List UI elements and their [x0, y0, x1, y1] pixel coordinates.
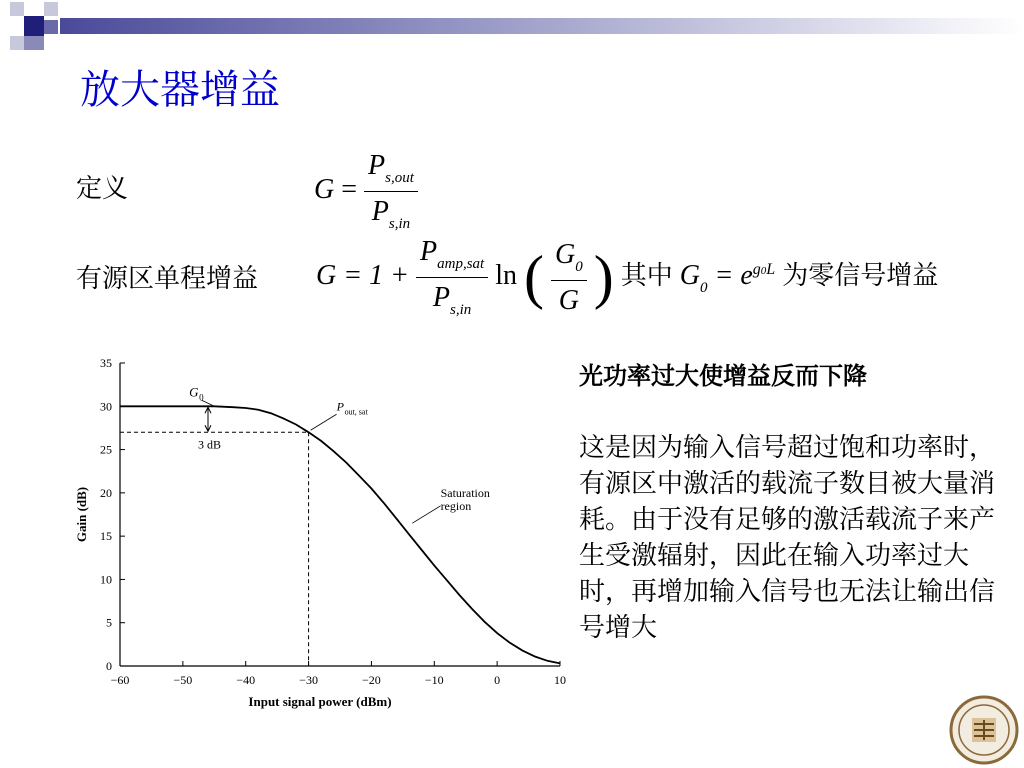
denominator-P: P: [371, 196, 389, 227]
slide-title: 放大器增益: [80, 67, 280, 113]
formula-G: G: [314, 173, 335, 205]
denominator-sub: s,in: [388, 216, 411, 232]
university-seal-icon: [948, 694, 1020, 766]
where-label: 其中: [620, 260, 673, 291]
pout-pointer: [311, 414, 337, 430]
formula-equals: =: [341, 173, 358, 205]
y-tick-label: 5: [106, 615, 112, 630]
exp-g: g: [752, 260, 761, 278]
x-tick-label: −30: [299, 673, 318, 687]
header-decoration: [0, 0, 1024, 60]
numerator-P: P: [420, 236, 438, 267]
x-tick-label: 10: [554, 673, 566, 687]
g0-label-sub: 0: [199, 392, 204, 403]
y-tick-label: 20: [100, 485, 112, 500]
g0-label: G: [189, 384, 199, 400]
single-pass-label: 有源区单程增益: [76, 264, 259, 294]
formula-fraction-ratio: [416, 236, 488, 319]
y-tick-label: 30: [100, 399, 112, 414]
formula-fraction: [364, 150, 418, 233]
ln-operator: ln: [495, 259, 517, 291]
formula-fraction-g0: [551, 239, 587, 317]
x-tick-label: 0: [494, 673, 501, 687]
g0-def-G: G: [679, 259, 700, 291]
denominator-sub: s,in: [450, 302, 472, 318]
single-pass-formula: [316, 236, 938, 319]
x-tick-label: −20: [362, 673, 381, 687]
header-gradient-bar: [60, 18, 1024, 34]
gain-chart: [60, 350, 570, 720]
deco-square-mid: [24, 36, 44, 50]
paren-right: ): [593, 244, 614, 310]
formula-lhs: G = 1 +: [316, 259, 410, 291]
numerator-sub: amp,sat: [437, 256, 485, 272]
deco-square-light: [44, 2, 58, 16]
x-tick-label: −40: [236, 673, 256, 687]
pout-label-sub: out, sat: [344, 407, 368, 417]
definition-label: 定义: [76, 174, 129, 204]
x-tick-label: −60: [110, 673, 130, 687]
paren-left: (: [524, 244, 544, 310]
saturation-label-line2: region: [440, 499, 472, 514]
g0-def-sub: 0: [699, 279, 708, 296]
y-axis-label: Gain (dB): [74, 486, 89, 543]
y-tick-label: 15: [100, 529, 112, 544]
exp-sub: 0: [760, 264, 767, 277]
denominator-G: G: [558, 284, 579, 316]
y-tick-label: 10: [100, 572, 112, 587]
numerator-P: P: [368, 150, 386, 181]
right-body-text: 这是因为输入信号超过饱和功率时，有源区中激活的载流子数目被大量消耗。由于没有足够的激活载流子来产生受激辐射，因此在输入功率过大时，再增加输入信号也无法让输出信号增大: [579, 433, 996, 643]
numerator-sub: s,out: [385, 170, 414, 186]
x-tick-label: −10: [424, 673, 444, 687]
g0-G: G: [554, 238, 576, 270]
deco-square-mid: [44, 20, 58, 34]
y-tick-label: 0: [106, 659, 112, 673]
x-tick-label: −50: [173, 673, 193, 687]
gain-curve: [120, 406, 560, 663]
deco-square-light: [10, 2, 24, 16]
g0-pointer: [202, 400, 215, 406]
y-tick-label: 25: [100, 442, 112, 457]
deco-square-dark: [24, 16, 44, 36]
exp-L: L: [766, 260, 776, 278]
denominator-P: P: [432, 282, 451, 313]
deco-square-light: [10, 36, 24, 50]
right-heading: 光功率过大使增益反而下降: [579, 362, 867, 390]
pout-label: P: [336, 399, 344, 414]
g0-def-eq: = e: [714, 259, 753, 291]
saturation-label-line1: Saturation: [440, 486, 490, 501]
definition-formula: [314, 150, 418, 233]
saturation-pointer: [412, 506, 440, 523]
three-db-label: 3 dB: [198, 437, 222, 452]
g0-sub: 0: [575, 258, 583, 275]
x-axis-label: Input signal power (dBm): [248, 694, 392, 709]
y-tick-label: 35: [100, 356, 112, 370]
g0-meaning: 为零信号增益: [782, 260, 939, 291]
